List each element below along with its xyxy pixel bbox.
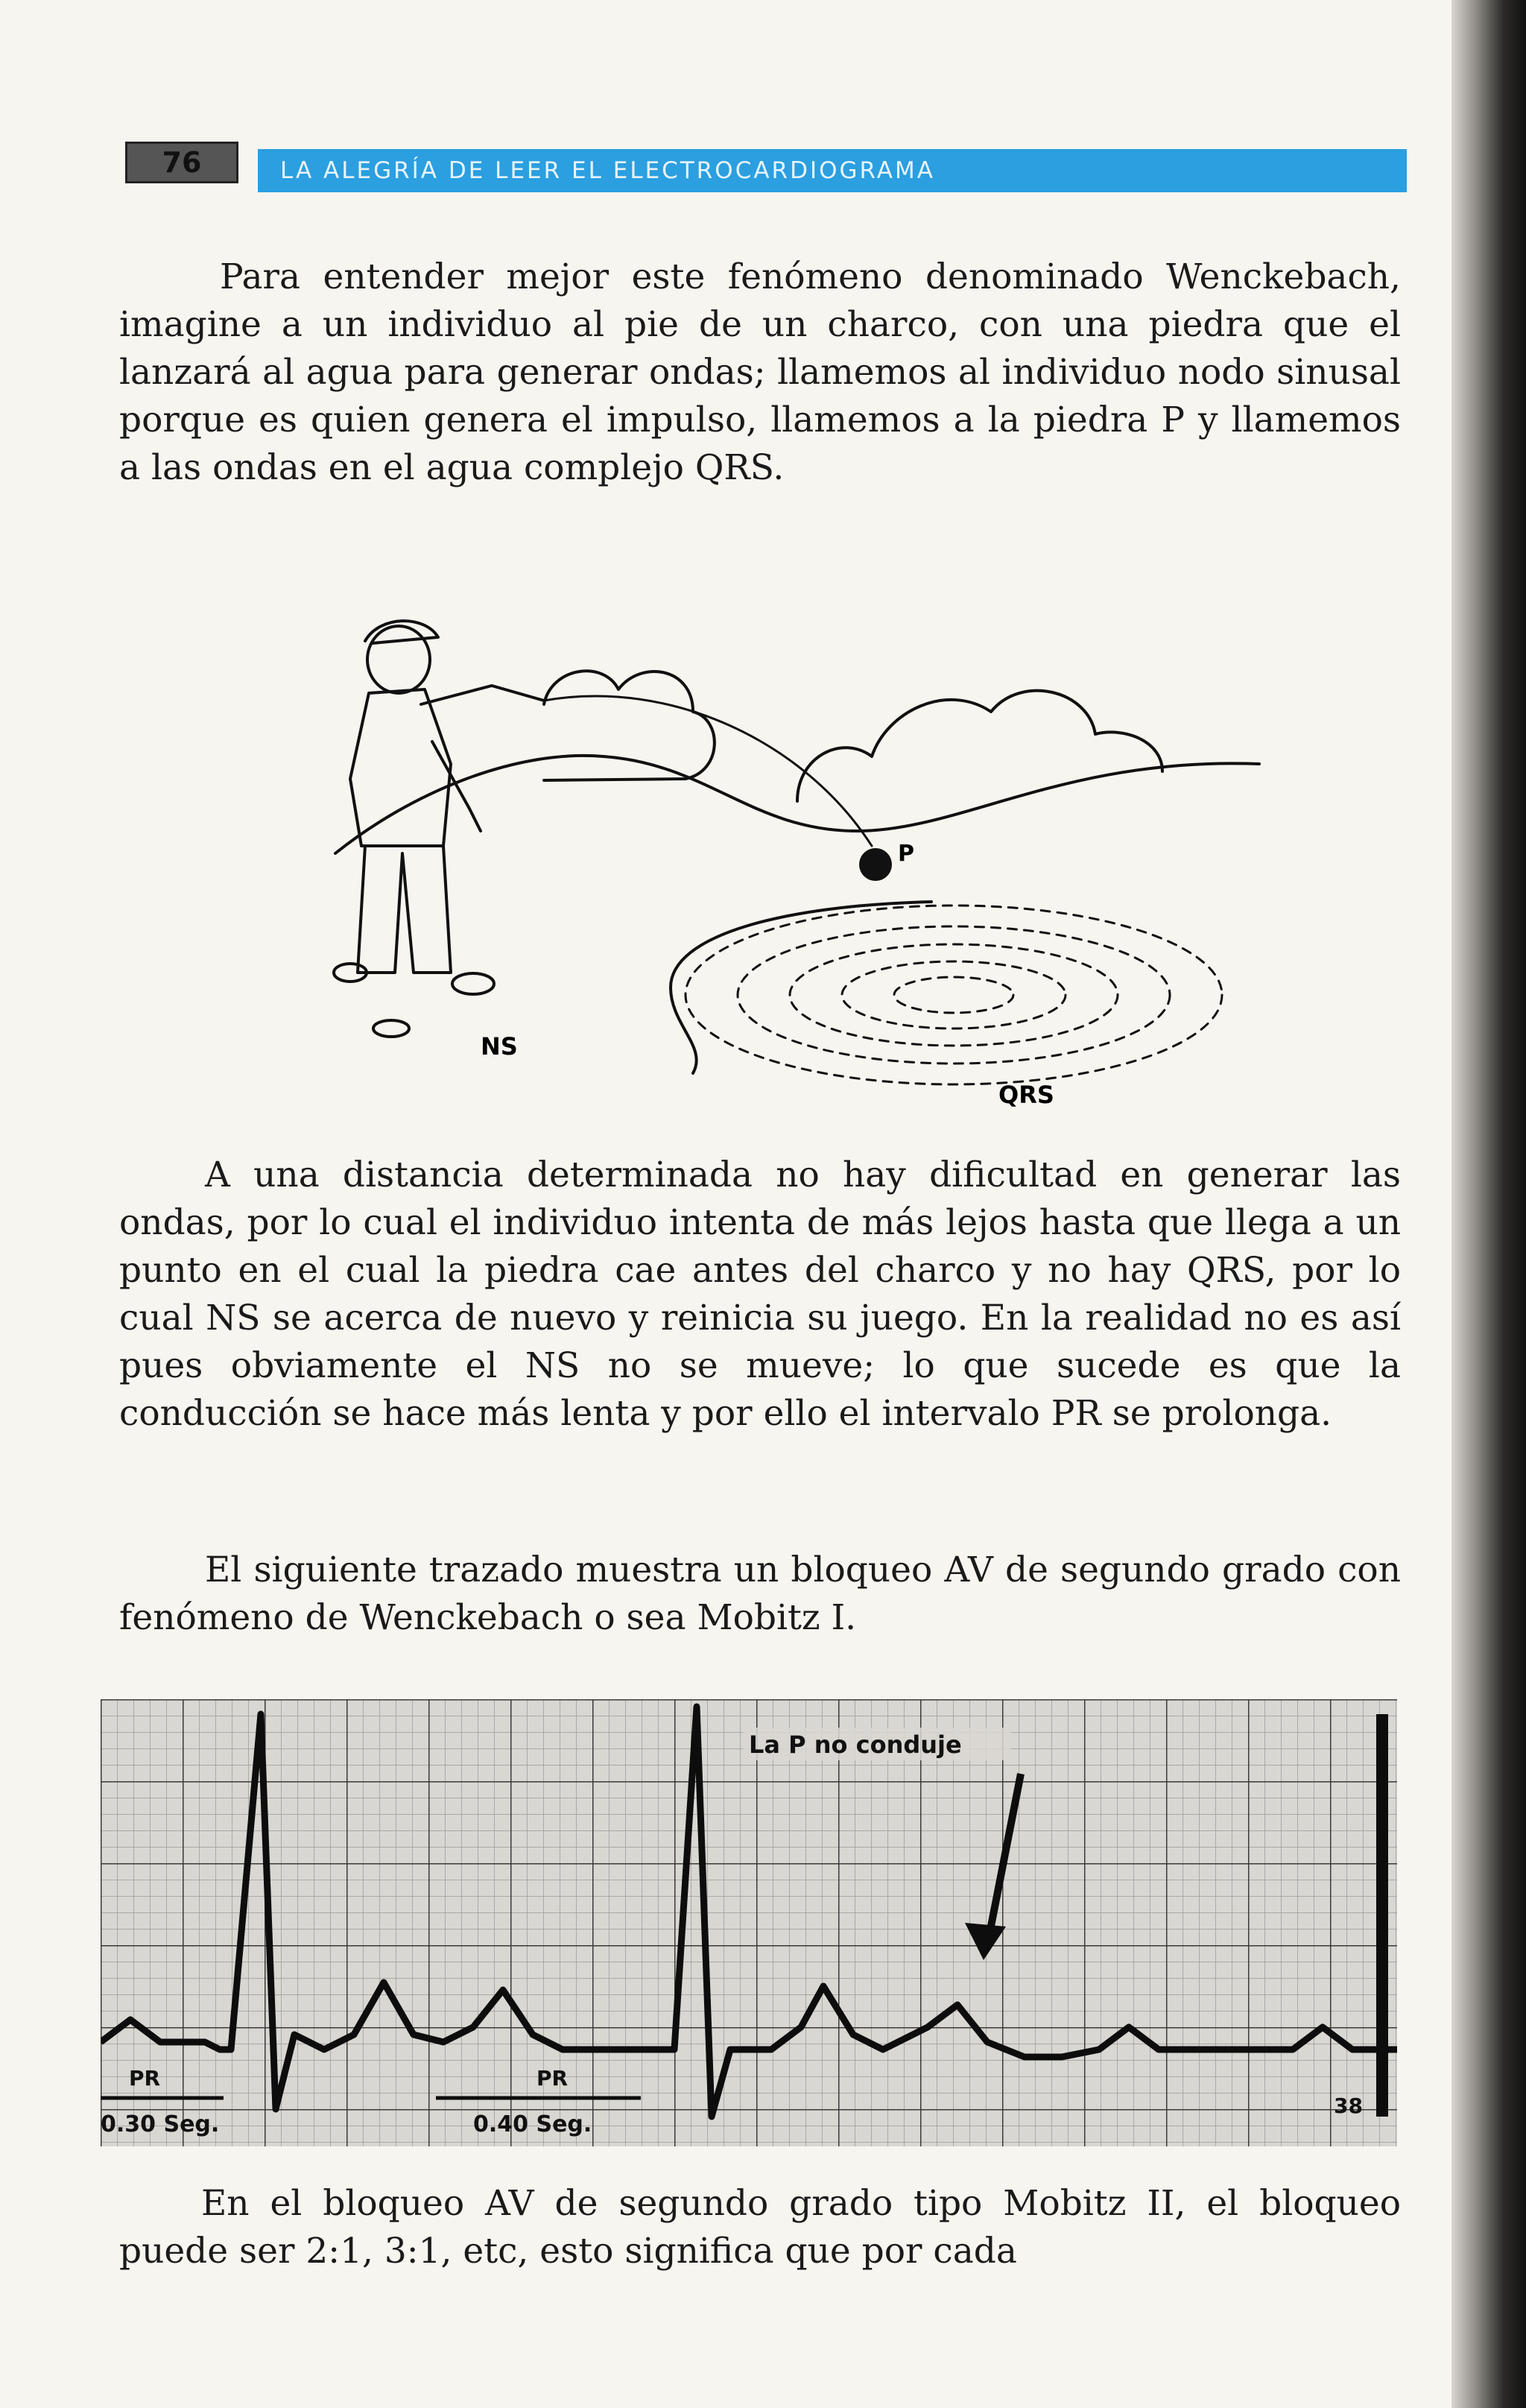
paragraph-distance: A una distancia determinada no hay dificultad en generar las ondas, por lo cual el individuo intenta de más lejos hasta que llega a un punto en el cual la piedra cae antes del charco y no hay QRS, por lo cual NS se acerca de nuevo y reinicia su juego. En la realidad no es así pues obviamente el NS no se mueve; lo que sucede es que la conducción se hace más lenta y por ello el intervalo PR se prolonga. <box>119 1154 1401 1434</box>
cloud-left <box>544 671 715 780</box>
paragraph-trace-intro: El siguiente trazado muestra un bloqueo AV de segundo grado con fenómeno de Wenckebach o sea Mobitz I. <box>119 1549 1401 1638</box>
hill-line <box>335 756 1259 853</box>
man-cap <box>365 621 438 643</box>
annotation-no-conduction: La P no conduje <box>749 1731 962 1759</box>
pr1-value: 0.30 Seg. <box>101 2111 220 2137</box>
cloud-right <box>797 691 1162 801</box>
paragraph-mobitz-ii: En el bloqueo AV de segundo grado tipo Mobitz II, el bloqueo puede ser 2:1, 3:1, etc, esto significa que por cada <box>119 2183 1401 2272</box>
stone-p-icon <box>859 848 892 881</box>
ripple <box>842 961 1066 1028</box>
ripple <box>686 906 1222 1084</box>
man-arm-down <box>432 742 481 831</box>
ecg-trace-edge <box>1376 1714 1388 2117</box>
ripple <box>790 944 1118 1046</box>
pr1-label: PR <box>129 2066 161 2091</box>
man-legs <box>358 846 451 973</box>
label-p: P <box>898 841 914 867</box>
paragraph-wenckebach-intro: Para entender mejor este fenómeno denominado Wenckebach, imagine a un individuo al pie de un charco, con una piedra que el lanzará al agua para generar ondas; llamemos al individuo nodo sinusal porque es quien genera el impulso, llamemos a la piedra P y llamemos a las ondas en el agua complejo QRS. <box>119 256 1401 488</box>
page-number: 76 <box>125 142 238 183</box>
ecg-strip <box>101 1699 1397 2146</box>
ecg-grid <box>101 1699 1397 2146</box>
strip-number: 38 <box>1334 2093 1363 2118</box>
stone-icon <box>452 973 494 994</box>
pr2-value: 0.40 Seg. <box>473 2111 592 2137</box>
pr2-label: PR <box>536 2066 569 2091</box>
ripple <box>738 926 1170 1064</box>
book-spine-shadow <box>1451 0 1526 2408</box>
ripple <box>894 977 1013 1013</box>
pond-edge <box>671 902 931 1073</box>
page-header <box>125 142 1407 192</box>
label-ns: NS <box>481 1032 518 1061</box>
man-arm-throw <box>421 686 544 704</box>
man-torso <box>350 689 451 846</box>
stone-trajectory <box>544 696 872 846</box>
stone-icon <box>373 1020 409 1037</box>
running-head: LA ALEGRÍA DE LEER EL ELECTROCARDIOGRAMA <box>258 149 1407 192</box>
label-qrs: QRS <box>998 1081 1054 1109</box>
stone-throwing-illustration <box>320 607 1297 1129</box>
man-head <box>367 626 430 693</box>
